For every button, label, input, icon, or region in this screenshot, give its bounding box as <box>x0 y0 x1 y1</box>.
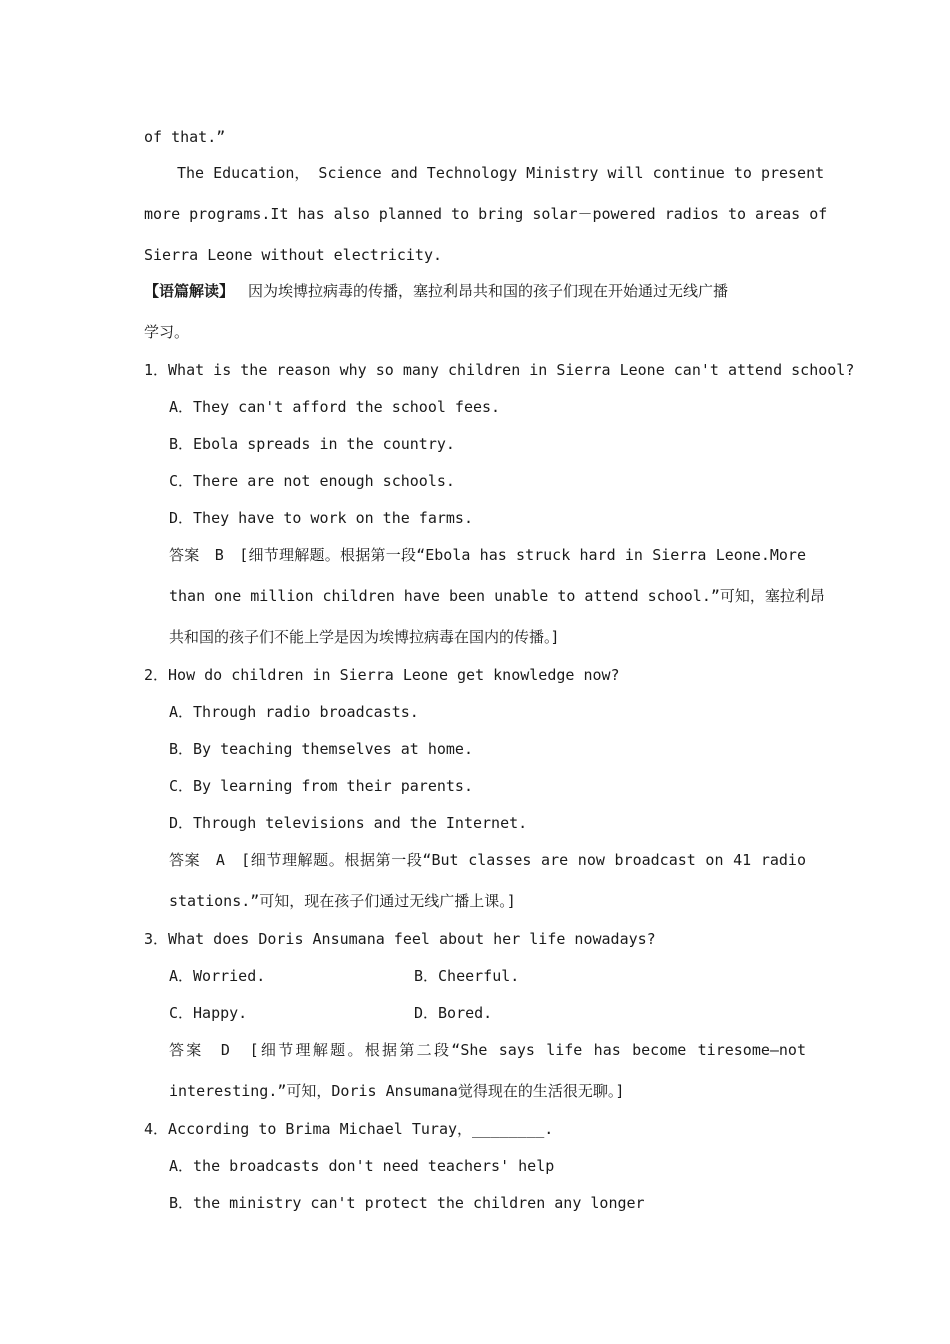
answer-line: than one million children have been unable to attend school.”可知，塞拉利昂 <box>169 587 825 605</box>
option-d: D．Bored. <box>414 1004 493 1022</box>
option-a: A．Through radio broadcasts. <box>169 703 419 721</box>
option-a: A．Worried. <box>169 967 266 985</box>
option-c: C．Happy. <box>169 1004 248 1022</box>
answer-line: 答案 D [细节理解题。根据第二段“She says life has become tiresome—not <box>169 1041 806 1059</box>
summary-text: 因为埃博拉病毒的传播，塞拉利昂共和国的孩子们现在开始通过无线广播 <box>248 282 729 300</box>
option-c: C．There are not enough schools. <box>169 472 455 490</box>
summary-line: 学习。 <box>144 323 190 341</box>
answer-line: 答案 B [细节理解题。根据第一段“Ebola has struck hard in Sierra Leone.More <box>169 546 806 564</box>
option-c: C．By learning from their parents. <box>169 777 473 795</box>
answer-line: interesting.”可知，Doris Ansumana觉得现在的生活很无聊。] <box>169 1082 625 1100</box>
summary-line <box>144 281 806 301</box>
option-b: B．Cheerful. <box>414 967 520 985</box>
answer-line: stations.”可知，现在孩子们通过无线广播上课。] <box>169 892 516 910</box>
option-b: B．By teaching themselves at home. <box>169 740 473 758</box>
option-b: B．Ebola spreads in the country. <box>169 435 455 453</box>
question-stem: 3．What does Doris Ansumana feel about her life nowadays? <box>144 930 656 948</box>
option-row <box>169 966 806 986</box>
option-b: B．the ministry can't protect the children any longer <box>169 1194 645 1212</box>
question-stem: 1．What is the reason why so many children in Sierra Leone can't attend school? <box>144 361 855 379</box>
passage-line: The Education， Science and Technology Ministry will continue to present <box>177 164 825 182</box>
question-stem: 2．How do children in Sierra Leone get knowledge now? <box>144 666 620 684</box>
option-a: A．They can't afford the school fees. <box>169 398 501 416</box>
answer-line: 共和国的孩子们不能上学是因为埃博拉病毒在国内的传播。] <box>169 628 558 646</box>
passage-line: of that.” <box>144 128 226 146</box>
question-stem: 4．According to Brima Michael Turay，________. <box>144 1120 554 1138</box>
option-a: A．the broadcasts don't need teachers' help <box>169 1157 555 1175</box>
answer-line: 答案 A [细节理解题。根据第一段“But classes are now broadcast on 41 radio <box>169 851 806 869</box>
summary-label: 【语篇解读】 <box>144 282 235 300</box>
option-d: D．Through televisions and the Internet. <box>169 814 528 832</box>
passage-line: more programs.It has also planned to bring solar－powered radios to areas of <box>144 205 828 223</box>
option-d: D．They have to work on the farms. <box>169 509 473 527</box>
option-row <box>169 1003 806 1023</box>
passage-line: Sierra Leone without electricity. <box>144 246 443 264</box>
